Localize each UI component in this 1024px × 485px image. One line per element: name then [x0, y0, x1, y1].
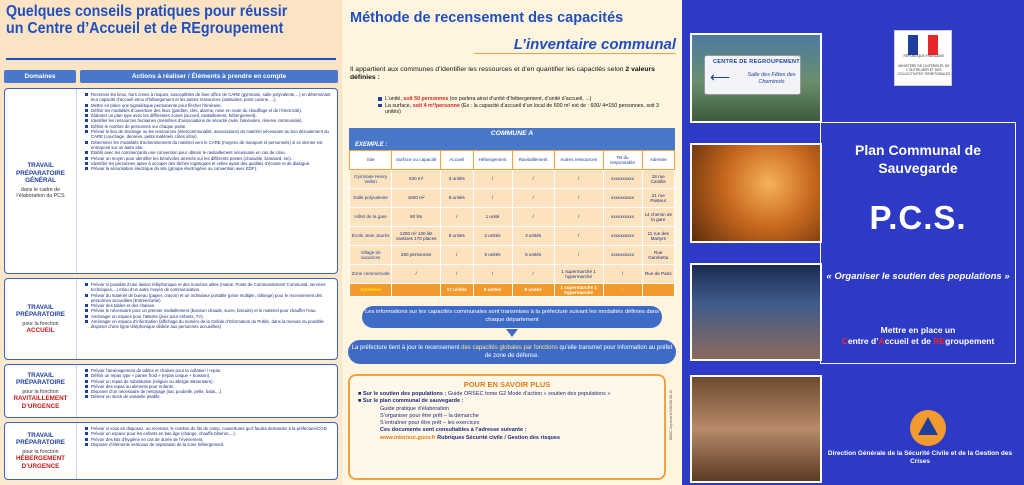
- pcs-title: Plan Communal de Sauvegarde: [854, 142, 982, 176]
- intro-part-b: 2 valeurs définies :: [350, 66, 655, 81]
- mise-text: entre d’: [847, 336, 879, 346]
- mise-line2: [821, 336, 1015, 347]
- section-label: [5, 279, 77, 359]
- list-item: Prévoir un repas de substitution (religion ou allergie alimentaire).: [85, 379, 334, 384]
- print-reference: DDSC Imprimerie DICOM 08-10: [669, 390, 673, 440]
- list-item: Prévoir la sécurisation électrique du site (groupe électrogène ou convention avec EDF).: [85, 166, 334, 171]
- table-cell: 5 unités: [473, 246, 512, 265]
- table-title: COMMUNE A: [349, 128, 675, 140]
- list-item: Définir un repas type « panier froid » (repas unique + boisson).: [85, 373, 334, 378]
- more-line: Guide pratique d’élaboration: [380, 405, 450, 412]
- list-item: Prévoir si vous en disposez, ou recenser, le nombre de lits de camp, couvertures qu’il faudra demander à la préfecture/COD: [85, 426, 334, 431]
- column-header: Adresse: [642, 151, 675, 170]
- table-cell: /: [554, 227, 603, 246]
- section-accueil: [4, 278, 338, 360]
- def-text: (Ex : la capacité d’accueil d’un local de 600 m² est de : 600/ 4=150 personnes, soit 3 unités): [385, 102, 659, 115]
- middle-title: Méthode de recensement des capacités: [350, 10, 624, 26]
- section-label: [5, 365, 77, 417]
- list-item: Prévoir un espace pour les enfants en bas âge (change, chauffe biberon,...).: [85, 431, 334, 436]
- table-row: [350, 208, 675, 227]
- notice-transmission: Les informations sur les capacités communales sont transmises à la préfecture suivant les modalités définies dans chaque département: [362, 306, 662, 328]
- logo-text: MINISTÈRE DE L’INTÉRIEUR, DE L’OUTRE-MER ET DES COLLECTIVITÉS TERRITORIALES: [897, 64, 951, 76]
- table-cell: 11 rue des Martyrs: [642, 227, 675, 246]
- mise-text: groupement: [945, 336, 995, 346]
- section-general: [4, 88, 338, 274]
- action-list: [85, 282, 334, 330]
- table-cell: 1600 m²: [392, 189, 441, 208]
- table-header-row: [350, 151, 675, 170]
- table-row: [350, 189, 675, 208]
- list-item: Prévoir du matériel de bureau (papier, crayon) et un ordinateur portable (prise multiple, rallonge) pour le recensement des personnes accueillies (Entrée/sortie): [85, 293, 334, 304]
- column-header: Accueil: [441, 151, 474, 170]
- list-item: Prévoir le nécessaire pour un premier ravitaillement (boisson chaude, sucre, biscuits) et le matériel pour chauffer l’eau.: [85, 308, 334, 313]
- section-label-main: TRAVAIL PRÉPARATOIRE GÉNÉRAL: [16, 162, 65, 185]
- red-letter: C: [841, 336, 848, 346]
- list-item: Prévoir des kits d’hygiène en cas de durée de l’événement,: [85, 437, 334, 442]
- pcs-mise-en-place: [821, 325, 1015, 347]
- pcs-quote: « Organiser le soutien des populations »: [826, 271, 1010, 282]
- logo-text: RÉPUBLIQUE FRANÇAISE: [903, 54, 945, 58]
- table-cell: 1 unité: [473, 208, 512, 227]
- section-label-red: RAVITAILLEMENT D’URGENCE: [13, 395, 68, 410]
- list-item: Recenser les lieux, hors zones à risques, susceptibles de faire office de CARE (gymnase, salle polyvalente,...) en déterminant leur capacité d’accueil et/ou d’hébergement et les autres ressources (sanitaires, point cuisine, ...).: [85, 92, 334, 103]
- mise-line1: Mettre en place un: [880, 325, 956, 335]
- red-letter: RE: [933, 336, 946, 346]
- list-item: Prévoir le lieu de stockage ou les ressources (intercommunalité, associations) du matériel nécessaire au bon déroulement du CARE (couchage, denrées, petits matériels côtés infos).: [85, 129, 334, 140]
- list-item: Élaborer un plan type avec les différentes zones (accueil, ravitaillement, hébergement).: [85, 113, 334, 118]
- list-item: Disposer d’éléments verticaux de séparation de la zone hébergement.: [85, 442, 334, 447]
- section-label-red: HÉBERGEMENT D’URGENCE: [16, 455, 65, 470]
- table-cell: Village de vacances: [350, 246, 392, 265]
- more-bold: Sur le soutien des populations :: [362, 391, 447, 397]
- table-cell: 630 m²: [392, 170, 441, 189]
- section-label-red: ACCUEIL: [26, 327, 55, 334]
- section-label: [5, 89, 77, 273]
- section-label-sub: pour la fonction: [22, 388, 59, 395]
- table-cell: 3 unités: [512, 227, 554, 246]
- synthesis-row: [350, 284, 675, 297]
- column-header: Ravitaillement: [512, 151, 554, 170]
- french-flag-icon: [908, 35, 938, 55]
- synthesis-cell: Synthèse: [350, 284, 392, 297]
- list-item: Déterminer les modalités d’acheminement du matériel vers le CARE (moyens de transport et personnels) si ce dernier est entreposé sur un autre site.: [85, 140, 334, 151]
- header-actions: Actions à réaliser / Éléments à prendre en compte: [80, 70, 338, 83]
- notice-prefecture: [348, 340, 676, 364]
- synthesis-cell: 1 supermarché 1 hypermarché: [554, 284, 603, 297]
- middle-panel: [342, 0, 682, 485]
- column-header: Tel du responsable: [603, 151, 642, 170]
- table-row: [350, 227, 675, 246]
- table-example-label: EXEMPLE :: [349, 140, 675, 150]
- synthesis-cell: 8 unités: [473, 284, 512, 297]
- table-cell: Salle polyvalente: [350, 189, 392, 208]
- left-title: [6, 3, 310, 37]
- table-cell: Gymnase Henry Vallon: [350, 170, 392, 189]
- photo-people: [690, 375, 822, 483]
- table-cell: xxxxxxxxxx: [603, 170, 642, 189]
- column-header: Hébergement: [473, 151, 512, 170]
- def-text: La surface,: [385, 102, 413, 109]
- list-item: Prévoir l’aménagement de tables et chaises pour la collation / repas.: [85, 368, 334, 373]
- middle-subtitle: L’inventaire communal: [474, 36, 676, 54]
- table-cell: /: [441, 208, 474, 227]
- capacity-table: [349, 128, 675, 297]
- header-domaines: Domaines: [4, 70, 76, 83]
- section-label: [5, 423, 77, 479]
- table-cell: Zone commerciale: [350, 265, 392, 284]
- table-cell: Rue de Paris: [642, 265, 675, 284]
- capacity-grid: [349, 150, 675, 297]
- regroupement-sign: [704, 55, 801, 95]
- notice-text: La préfecture tient à jour le recensement: [351, 345, 462, 351]
- table-cell: /: [512, 189, 554, 208]
- pcs-acronym: P.C.S.: [869, 199, 967, 236]
- more-text: Rubriques Sécurité civile / Gestion des risques: [435, 434, 561, 441]
- list-item: Prévoir si possible d’une liaison téléphonique et des numéros utiles (mairie, Poste de Commandement Communal, services techniques,...) et/ou d’un autre moyen de communication.: [85, 282, 334, 293]
- table-cell: Rue Gambetta: [642, 246, 675, 265]
- column-header: Site: [350, 151, 392, 170]
- table-cell: xxxxxxxxxx: [603, 246, 642, 265]
- section-label-sub: dans le cadre de l’élaboration du PCS: [16, 186, 65, 200]
- photo-hall: [690, 143, 822, 243]
- synthesis-cell: -: [603, 284, 642, 297]
- dgs-name: Direction Générale de la Sécurité Civile et de la Gestion des Crises: [827, 450, 1013, 465]
- table-cell: Ecole Jean Jaurès: [350, 227, 392, 246]
- arrow-down-icon: [506, 329, 518, 337]
- action-list: [85, 92, 334, 171]
- def-text: L’unité,: [385, 96, 404, 102]
- table-cell: 6 unités: [441, 227, 474, 246]
- table-cell: 1200 m² 100 lits cantines 170 places: [392, 227, 441, 246]
- table-cell: 14 chemin de la gare: [642, 208, 675, 227]
- section-ravitaillement: [4, 364, 338, 418]
- list-item: Prévoir des tables et des chaises.: [85, 303, 334, 308]
- more-line: ■ Sur le soutien des populations : Guide ORSEC tome G2 Mode d’action « soutien des populations »: [358, 391, 611, 397]
- list-item: Identifier les ressources humaines (membres d’associations de sécurité civile, bénévoles, réserve communale).: [85, 118, 334, 123]
- more-line: ■ Sur le plan communal de sauvegarde :: [358, 398, 464, 405]
- website-link[interactable]: www.interieur.gouv.fr: [380, 434, 436, 441]
- notice-highlight: des capacités globales par fonctions: [461, 345, 558, 351]
- definitions: [378, 96, 668, 116]
- column-header: Autres ressources: [554, 151, 603, 170]
- table-cell: /: [441, 265, 474, 284]
- table-cell: xxxxxxxxxx: [603, 227, 642, 246]
- definition-surface: [378, 103, 668, 116]
- civil-defense-icon: [910, 410, 946, 446]
- section-label-main: TRAVAIL PRÉPARATOIRE: [16, 371, 65, 387]
- table-cell: /: [554, 208, 603, 227]
- intro-part-a: Il appartient aux communes d’identifier les ressources et d’en quantifier les capacités selon: [350, 66, 626, 73]
- section-label-sub: pour la fonction: [22, 320, 59, 327]
- more-line: S’organiser pour être prêt – la démarche: [380, 412, 479, 419]
- table-cell: 3 unités: [441, 170, 474, 189]
- table-cell: /: [473, 189, 512, 208]
- arrow-left-icon: ⟵: [710, 69, 731, 85]
- pcs-box: [820, 122, 1016, 364]
- list-item: Établir avec les commerçants une convention pour obtenir le ravitaillement nécessaire en cas de crise.: [85, 150, 334, 155]
- table-cell: /: [554, 170, 603, 189]
- table-cell: 5 unités: [512, 246, 554, 265]
- more-line: Ces documents sont consultables à l’adresse suivante :: [380, 427, 527, 434]
- list-item: Prévoir des repas ou aliments pour enfants.: [85, 384, 334, 389]
- section-hebergement: [4, 422, 338, 480]
- more-info-body: [350, 389, 664, 444]
- republique-logo: [894, 30, 952, 86]
- title-underline: [6, 58, 336, 60]
- left-title-line2: un Centre d’Accueil et de REgroupement: [6, 20, 284, 37]
- intro-text: [350, 66, 668, 82]
- list-item: Aménager un espace pour l’attente (jeux pour enfants, TV).: [85, 314, 334, 319]
- table-cell: xxxxxxxxxx: [603, 208, 642, 227]
- action-list: [85, 426, 334, 447]
- table-cell: 8 unités: [441, 189, 474, 208]
- table-cell: 21 rue Pasteur: [642, 189, 675, 208]
- list-item: Prévoir un moyen pour identifier les bénévoles amenés sur les différents postes (chasuble, brassard, etc).: [85, 156, 334, 161]
- table-cell: /: [392, 265, 441, 284]
- table-header: [4, 70, 338, 83]
- section-label-main: TRAVAIL PRÉPARATOIRE: [16, 303, 65, 318]
- table-cell: 2 unités: [473, 227, 512, 246]
- red-letter: A: [878, 336, 885, 346]
- table-cell: /: [473, 170, 512, 189]
- list-item: Définir les modalités d’ouverture des lieux (gardien, clés, alarme, mise en route du chauffage et de l’électricité).: [85, 108, 334, 113]
- table-cell: /: [512, 208, 554, 227]
- table-cell: /: [441, 246, 474, 265]
- list-item: Mettre en place une signalétique permanente pour flécher l’itinéraire.: [85, 103, 334, 108]
- list-item: Détenir un stock de vaisselle jetable.: [85, 394, 334, 399]
- more-text: Guide ORSEC tome G2 Mode d’action « soutien des populations »: [446, 391, 611, 397]
- more-line: [358, 435, 656, 442]
- table-cell: /: [512, 265, 554, 284]
- table-row: [350, 246, 675, 265]
- more-info-title: POUR EN SAVOIR PLUS: [463, 380, 551, 389]
- sign-text: Salle des Fêtes des Cheminots: [747, 72, 796, 85]
- table-cell: /: [603, 265, 642, 284]
- left-title-line1: Quelques conseils pratiques pour réussir: [6, 3, 288, 20]
- synthesis-cell: [392, 284, 441, 297]
- photo-sign: [690, 33, 822, 123]
- def-highlight: soit 4 m²/personne: [412, 102, 460, 109]
- left-panel: [0, 0, 342, 485]
- list-item: Disposer d’un nécessaire de nettoyage (sac poubelle, pelle, balai,...).: [85, 389, 334, 394]
- table-cell: /: [473, 265, 512, 284]
- list-item: Définir le nombre de personnes sur chaque poste.: [85, 124, 334, 129]
- mise-text: ccueil et de: [884, 336, 934, 346]
- def-text: (on parlera ainsi d’unité d’hébergement, d’unité d’accueil, ...): [448, 96, 592, 102]
- more-info-box: [348, 374, 666, 480]
- list-item: Aménager un espace d’information (affichage du numéro de la Cellule d’Information du Public, dans la mesure du possible disposer d’une ligne téléphonique dédiée aux personnes accueillies): [85, 319, 334, 330]
- section-label-main: TRAVAIL PRÉPARATOIRE: [16, 431, 65, 447]
- table-cell: 250 personnes: [392, 246, 441, 265]
- synthesis-cell: 8 unités: [512, 284, 554, 297]
- section-label-sub: pour la fonction: [22, 448, 59, 455]
- notice-text: qu’elle transmet pour information au préfet de zone de défense.: [484, 345, 673, 359]
- table-row: [350, 265, 675, 284]
- table-cell: 60 lits: [392, 208, 441, 227]
- right-panel: [682, 0, 1024, 485]
- table-cell: 1 supermarché 1 hypermarché: [554, 265, 603, 284]
- action-list: [85, 368, 334, 400]
- table-cell: /: [512, 170, 554, 189]
- table-row: [350, 170, 675, 189]
- photo-dormitory: [690, 263, 822, 361]
- more-bold: Sur le plan communal de sauvegarde :: [362, 398, 464, 405]
- column-header: Surface ou capacité: [392, 151, 441, 170]
- list-item: Identifier les personnes aptes à occuper des tâches logistiques et celles ayant des qualités d’écoute et de dialogue.: [85, 161, 334, 166]
- more-line: S’entraîner pour être prêt – les exercices: [380, 420, 480, 427]
- table-cell: /: [554, 189, 603, 208]
- table-cell: Hôtel de la gare: [350, 208, 392, 227]
- sign-top-text: CENTRE DE REGROUPEMENT: [713, 59, 800, 65]
- def-highlight: soit 50 personnes: [403, 96, 449, 102]
- synthesis-cell: [642, 284, 675, 297]
- table-cell: 18 rue Camille: [642, 170, 675, 189]
- table-cell: /: [554, 246, 603, 265]
- table-cell: xxxxxxxxxx: [603, 189, 642, 208]
- synthesis-cell: 17 unités: [441, 284, 474, 297]
